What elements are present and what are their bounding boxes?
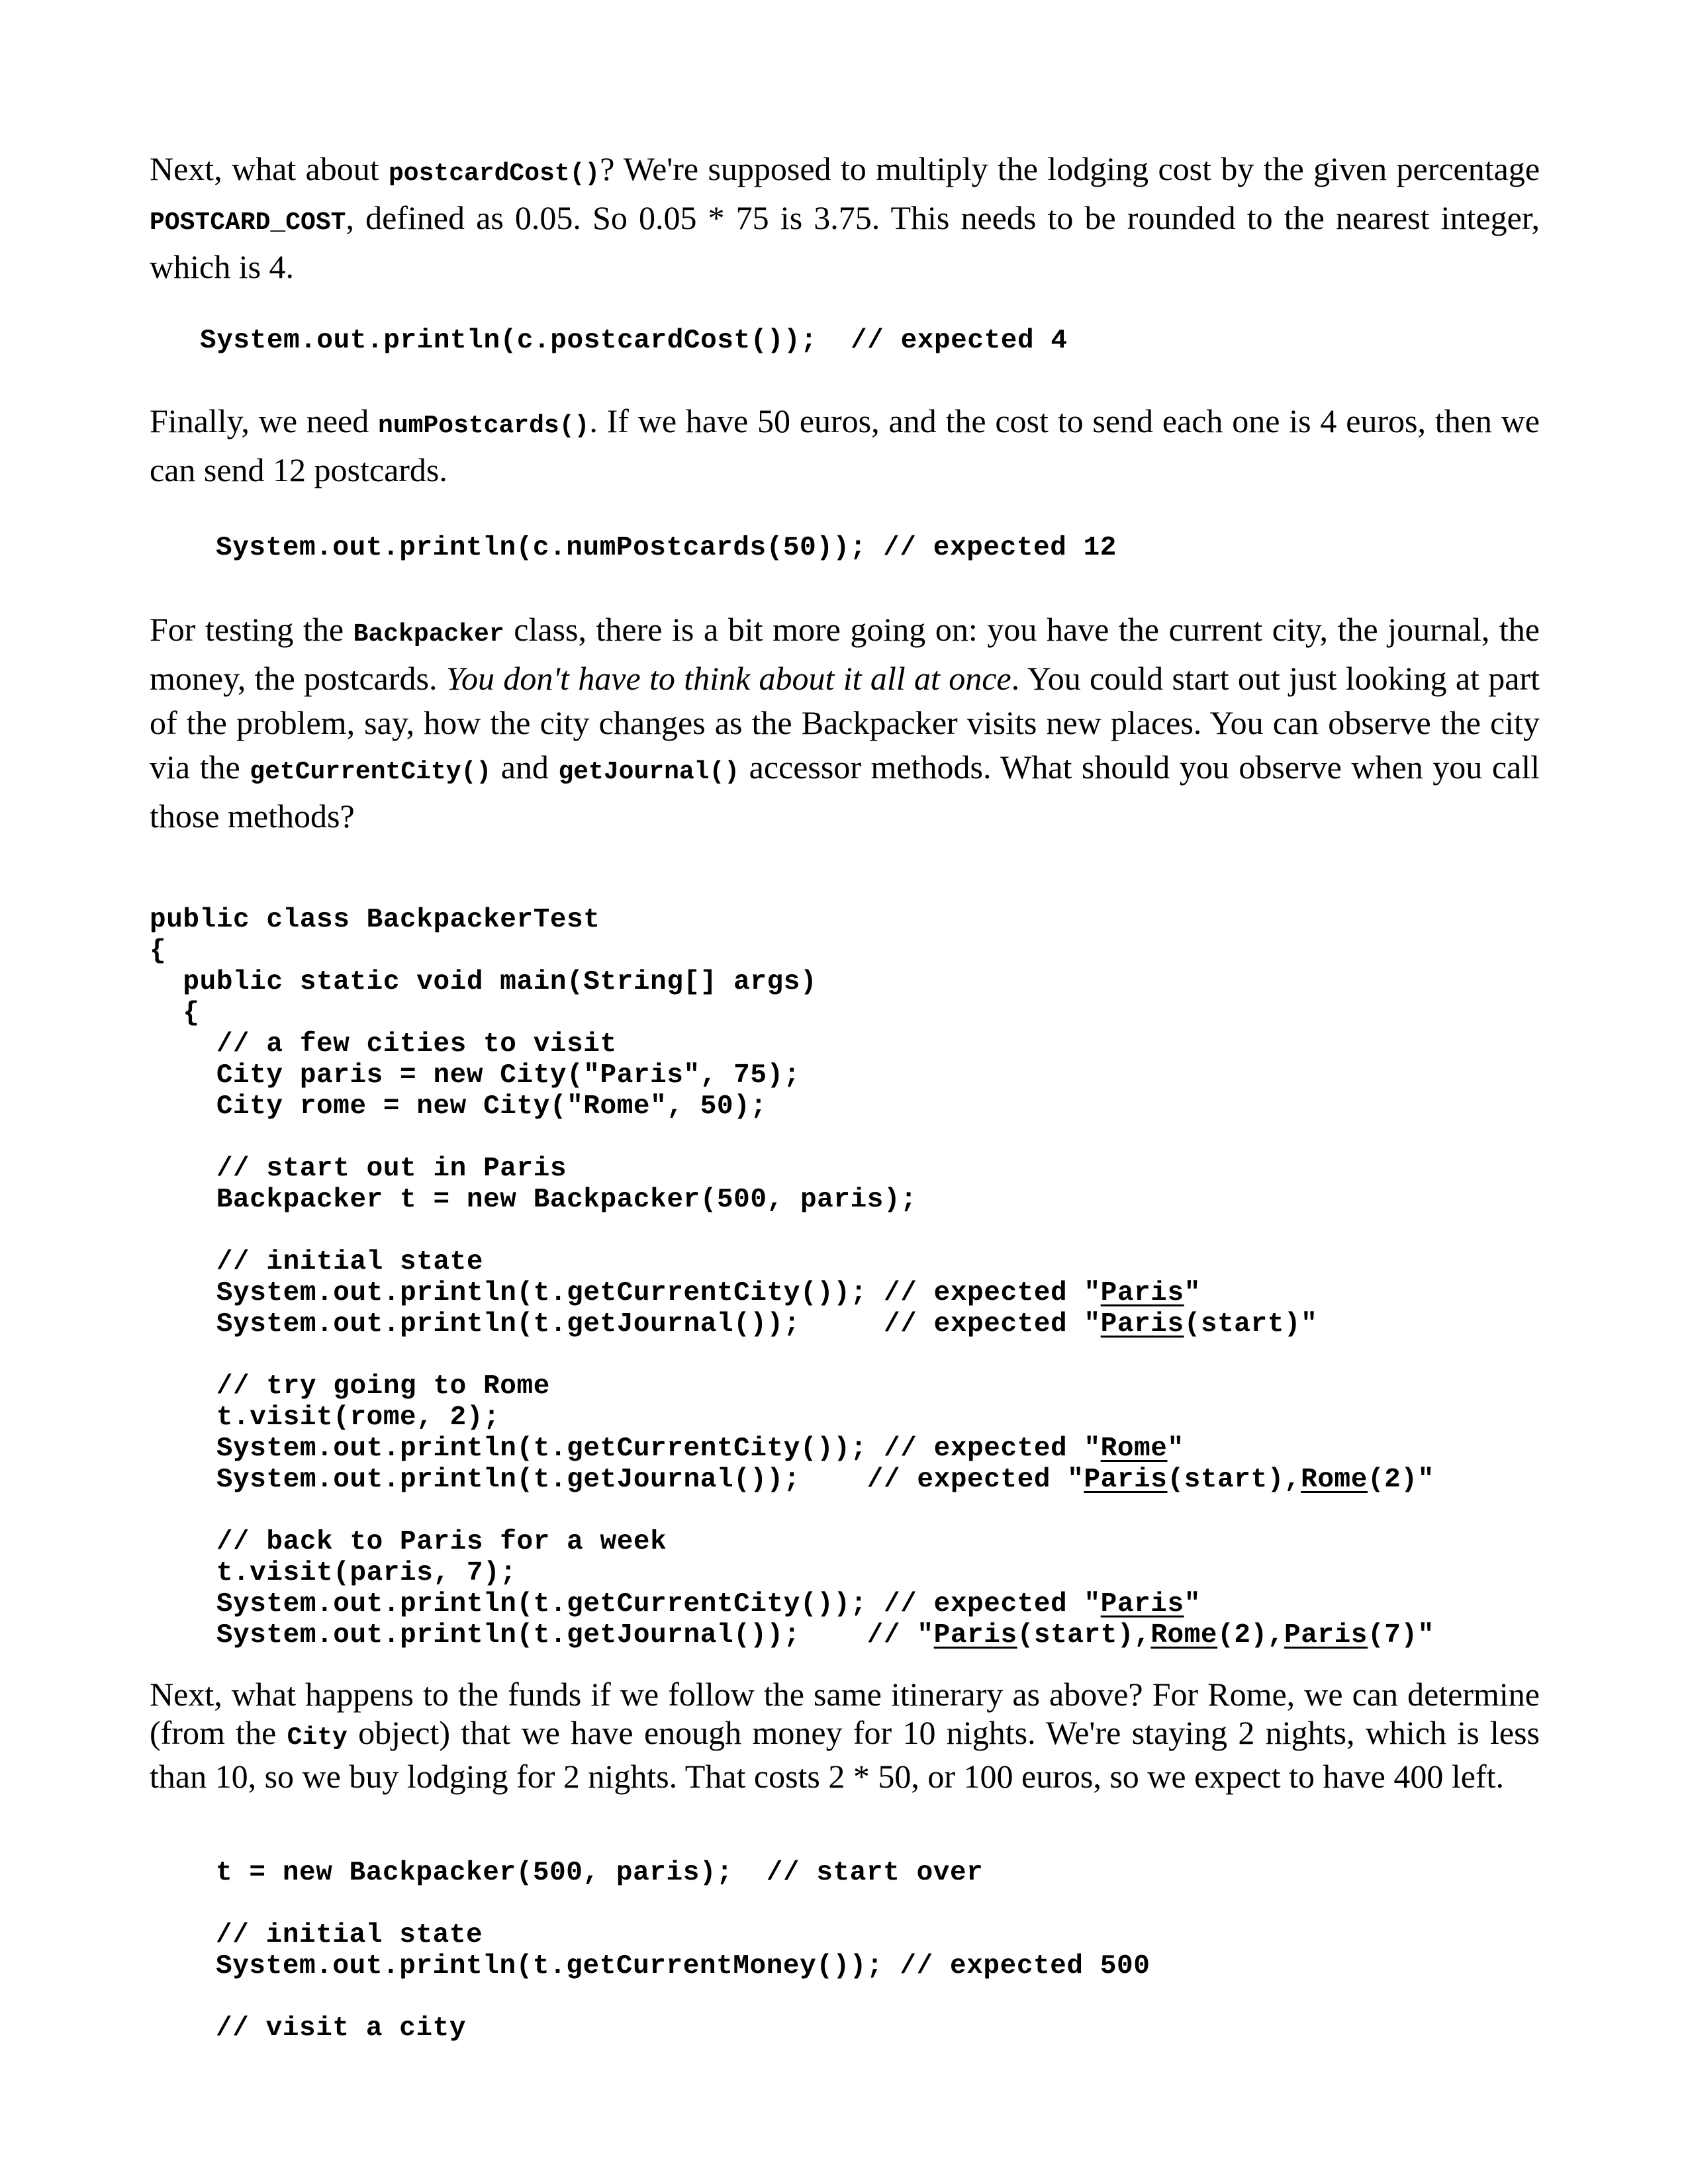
text: . You could start out just looking at part of the problem, say, how the city changes as the Backpacker visits new places. You can observe the city via the — [150, 660, 1540, 786]
code-text: (start) — [1184, 1309, 1301, 1340]
text: class, there is a bit more going on: you have the current city, the journal, the money, the postcards. — [150, 611, 1540, 697]
code-line: City rome = new City("Rome", 50); — [150, 1091, 767, 1122]
inline-code: Backpacker — [353, 620, 504, 649]
code-line: // start out in Paris — [150, 1154, 567, 1184]
code-line — [150, 1309, 1434, 1340]
code-line: // initial state — [150, 1247, 484, 1277]
paragraph-postcard-cost — [150, 147, 1540, 289]
code-text: System.out.println(t.getJournal()); — [216, 1620, 800, 1651]
code-line — [150, 1216, 1434, 1247]
text: object) that we have enough money for 10 nights. We're staying 2 nights, which is less than 10, so we buy lodging for 2 nights. That costs 2 * 50, or 100 euros, so we expect to have 400 left. — [150, 1714, 1540, 1795]
code-text: // start over — [733, 1858, 984, 1888]
paragraph-testing-backpacker — [150, 608, 1540, 839]
code-text: // expected " — [884, 1309, 1101, 1340]
code-text: System.out.println(t.getCurrentCity()); — [216, 1278, 867, 1308]
code-line — [216, 1858, 1150, 1889]
code-line: // a few cities to visit — [150, 1029, 617, 1060]
code-text: (start) — [1017, 1620, 1135, 1651]
code-text: " — [1184, 1589, 1201, 1619]
code-backpacker-test — [150, 874, 1434, 1713]
code-line: Backpacker t = new Backpacker(500, paris); — [150, 1185, 917, 1215]
text: accessor methods. What should you observe when you call those methods? — [150, 749, 1540, 835]
code-text: (start) — [1167, 1465, 1284, 1495]
code-line — [150, 1589, 1434, 1620]
code-line: // initial state — [216, 1920, 483, 1950]
text: and — [491, 749, 559, 786]
code-line: public class BackpackerTest — [150, 905, 600, 935]
code-text: Paris — [1284, 1620, 1368, 1651]
code-text: (2) — [1367, 1465, 1418, 1495]
text: ? We're supposed to multiply the lodging cost by the given percentage — [600, 150, 1540, 187]
code-line — [150, 1465, 1434, 1496]
code-text: // expected " — [884, 1278, 1101, 1308]
code-text: Paris — [1100, 1278, 1184, 1308]
code-line: public static void main(String[] args) — [150, 967, 818, 997]
text: Next, what happens to the funds if we follow the same itinerary as above? For Rome, we can determine (from the — [150, 1676, 1540, 1751]
code-text: " — [1167, 1433, 1184, 1464]
code-text: Rome — [1100, 1433, 1168, 1464]
inline-code: getCurrentCity() — [250, 758, 492, 786]
code-text: Paris — [933, 1620, 1017, 1651]
code-text: , — [1284, 1465, 1301, 1495]
code-snippet-postcard-cost: System.out.println(c.postcardCost()); // expected 4 — [200, 326, 1068, 356]
code-snippet-num-postcards: System.out.println(c.numPostcards(50)); // expected 12 — [216, 533, 1117, 563]
code-line — [150, 1496, 1434, 1527]
code-line — [150, 1122, 1434, 1154]
text: Next, what about — [150, 150, 389, 187]
code-funds-test — [216, 1827, 1150, 2107]
code-text: System.out.println(t.getJournal()); — [216, 1309, 800, 1340]
code-text: // " — [867, 1620, 934, 1651]
emphasis-text: You don't have to think about it all at once — [445, 660, 1011, 697]
paragraph-funds — [150, 1675, 1540, 1796]
code-line: { — [150, 998, 200, 1028]
text: Finally, we need — [150, 402, 379, 439]
code-line — [150, 1278, 1434, 1309]
code-line: { — [150, 936, 167, 966]
code-text: // expected " — [867, 1465, 1084, 1495]
code-text: // expected " — [884, 1589, 1101, 1619]
code-text: System.out.println(t.getCurrentCity()); — [216, 1433, 867, 1464]
code-text: // expected 500 — [900, 1951, 1150, 1981]
code-line — [216, 1951, 1150, 1982]
code-line: t.visit(paris, 7); — [150, 1558, 517, 1588]
code-text: " — [1301, 1309, 1318, 1340]
code-text: Rome — [1301, 1465, 1368, 1495]
inline-code: postcardCost() — [388, 159, 600, 188]
text: . If we have 50 euros, and the cost to send each one is 4 euros, then we can send 12 postcards. — [150, 402, 1540, 488]
code-text: Rome — [1150, 1620, 1218, 1651]
code-line — [150, 1433, 1434, 1465]
code-line — [216, 1982, 1150, 2013]
code-line — [216, 1889, 1150, 1920]
code-line: // try going to Rome — [150, 1371, 550, 1402]
code-line: City paris = new City("Paris", 75); — [150, 1060, 800, 1091]
code-text: (7) — [1368, 1620, 1418, 1651]
code-text: , — [1134, 1620, 1151, 1651]
code-text: // expected " — [884, 1433, 1101, 1464]
code-text: Paris — [1084, 1465, 1168, 1495]
paragraph-num-postcards — [150, 399, 1540, 492]
code-text: " — [1184, 1278, 1201, 1308]
code-text: " — [1417, 1465, 1434, 1495]
code-line: // visit a city — [216, 2013, 467, 2044]
code-text: System.out.println(t.getCurrentMoney()); — [216, 1951, 884, 1981]
inline-code: City — [287, 1723, 348, 1752]
code-line: t.visit(rome, 2); — [150, 1402, 500, 1433]
code-text: Paris — [1100, 1309, 1184, 1340]
code-text: " — [1417, 1620, 1434, 1651]
code-text: (2) — [1217, 1620, 1268, 1651]
code-text: System.out.println(t.getCurrentCity()); — [216, 1589, 867, 1619]
code-line — [150, 1620, 1434, 1651]
code-line: // back to Paris for a week — [150, 1527, 667, 1557]
code-text: t = new Backpacker(500, paris); — [216, 1858, 733, 1888]
code-line — [150, 1340, 1434, 1371]
text: For testing the — [150, 611, 353, 648]
inline-code: getJournal() — [558, 758, 740, 786]
code-text: , — [1267, 1620, 1284, 1651]
code-text: System.out.println(t.getJournal()); — [216, 1465, 800, 1495]
text: , defined as 0.05. So 0.05 * 75 is 3.75. This needs to be rounded to the nearest integer, which is 4. — [150, 199, 1540, 285]
inline-code: POSTCARD_COST — [150, 208, 346, 237]
code-text: Paris — [1100, 1589, 1184, 1619]
inline-code: numPostcards() — [378, 412, 590, 440]
